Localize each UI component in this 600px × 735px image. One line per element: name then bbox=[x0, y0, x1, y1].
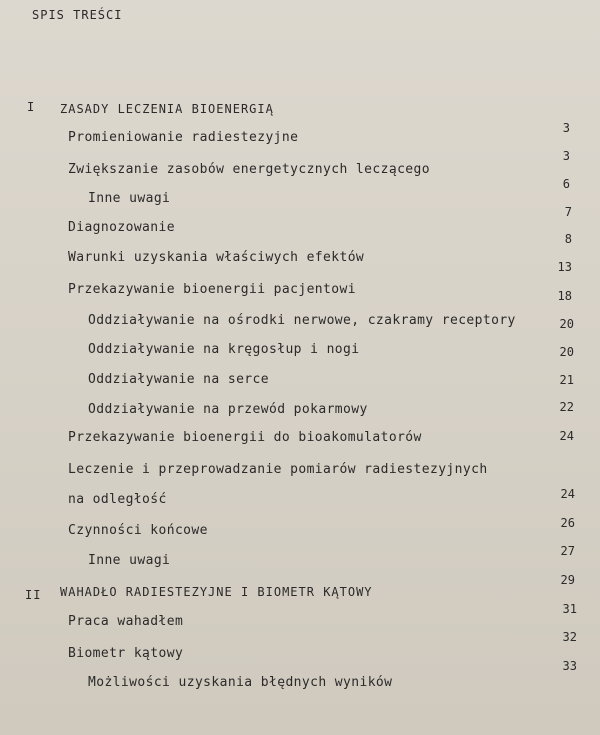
page-number: 20 bbox=[559, 345, 574, 359]
toc-entry: na odległość bbox=[68, 492, 167, 507]
page-number: 21 bbox=[559, 373, 574, 387]
page-number: 8 bbox=[564, 232, 572, 246]
toc-entry: Czynności końcowe bbox=[68, 523, 208, 538]
toc-entry: Warunki uzyskania właściwych efektów bbox=[68, 250, 365, 265]
toc-entry: Oddziaływanie na przewód pokarmowy bbox=[88, 402, 368, 417]
section-numeral: I bbox=[27, 100, 36, 114]
page-number: 31 bbox=[562, 602, 577, 616]
page-number: 22 bbox=[559, 400, 574, 414]
toc-title: SPIS TREŚCI bbox=[32, 8, 123, 22]
page-number: 33 bbox=[562, 659, 577, 673]
toc-entry: Przekazywanie bioenergii pacjentowi bbox=[68, 282, 356, 297]
toc-entry: Praca wahadłem bbox=[68, 614, 184, 629]
toc-entry: Leczenie i przeprowadzanie pomiarów radiestezyjnych bbox=[68, 462, 488, 477]
page-number: 3 bbox=[562, 121, 570, 135]
section-heading: ZASADY LECZENIA BIOENERGIĄ bbox=[60, 102, 274, 116]
section-numeral: II bbox=[25, 588, 42, 602]
page-number: 29 bbox=[560, 573, 575, 587]
section-heading: WAHADŁO RADIESTEZYJNE I BIOMETR KĄTOWY bbox=[60, 585, 373, 599]
page-number: 27 bbox=[560, 544, 575, 558]
page-number: 32 bbox=[562, 630, 577, 644]
page-number: 24 bbox=[560, 487, 575, 501]
toc-entry: Oddziaływanie na ośrodki nerwowe, czakramy receptory bbox=[88, 313, 516, 328]
page-number: 7 bbox=[564, 205, 572, 219]
toc-entry: Biometr kątowy bbox=[68, 646, 184, 661]
toc-entry: Zwiększanie zasobów energetycznych leczącego bbox=[68, 162, 430, 177]
page-number: 3 bbox=[562, 149, 570, 163]
toc-entry: Promieniowanie radiestezyjne bbox=[68, 130, 299, 145]
page-number: 13 bbox=[557, 260, 572, 274]
toc-entry: Diagnozowanie bbox=[68, 220, 175, 235]
page-number: 20 bbox=[559, 317, 574, 331]
toc-entry: Przekazywanie bioenergii do bioakomulatorów bbox=[68, 430, 422, 445]
toc-entry: Oddziaływanie na kręgosłup i nogi bbox=[88, 342, 360, 357]
toc-entry: Możliwości uzyskania błędnych wyników bbox=[88, 675, 393, 690]
page-number: 24 bbox=[559, 429, 574, 443]
toc-entry: Inne uwagi bbox=[88, 191, 171, 206]
page-number: 26 bbox=[560, 516, 575, 530]
toc-entry: Inne uwagi bbox=[88, 553, 171, 568]
toc-entry: Oddziaływanie na serce bbox=[88, 372, 269, 387]
page-number: 18 bbox=[557, 289, 572, 303]
page-number: 6 bbox=[562, 177, 570, 191]
